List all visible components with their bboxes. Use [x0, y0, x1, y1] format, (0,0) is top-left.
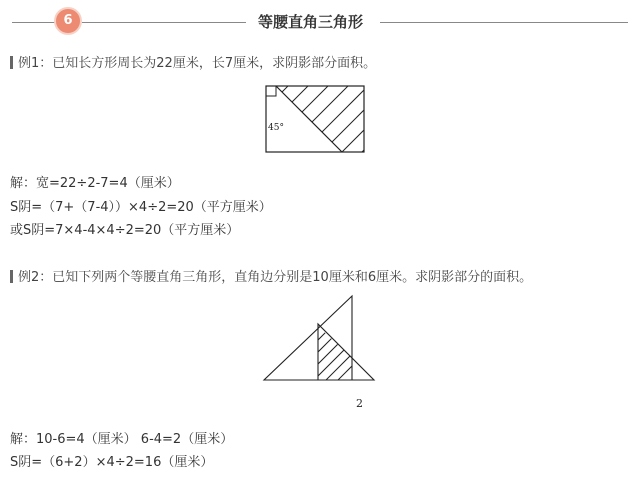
square-marker — [266, 86, 276, 96]
section-title: 等腰直角三角形 — [258, 13, 364, 31]
section-number-badge: 6 — [54, 7, 82, 35]
example1-question-text: 例1：已知长方形周长为22厘米，长7厘米，求阴影部分面积。 — [18, 56, 377, 71]
example2-question — [10, 266, 532, 285]
example1-question — [10, 52, 376, 71]
example2-solution-line-1: 解：10-6=4（厘米） 6-4=2（厘米） — [10, 432, 234, 447]
example1-figure — [262, 84, 372, 156]
header-rule-middle — [82, 22, 246, 23]
example1-solution-line-3: 或S阴=7×4-4×4÷2=20（平方厘米） — [10, 223, 240, 238]
quote-bar-icon — [10, 56, 13, 69]
angle-label: 45° — [268, 123, 284, 133]
header-rule-right — [380, 22, 628, 23]
example2-figure — [256, 294, 382, 412]
section-header — [0, 8, 640, 38]
example1-solution-line-1: 解：宽=22÷2-7=4（厘米） — [10, 176, 180, 191]
example2-solution-line-2: S阴=（6+2）×4÷2=16（厘米） — [10, 455, 214, 470]
example2-question-text: 例2：已知下列两个等腰直角三角形，直角边分别是10厘米和6厘米。求阴影部分的面积。 — [18, 270, 533, 285]
diagonal-line — [276, 86, 342, 152]
example1-solution-line-2: S阴=（7+（7-4））×4÷2=20（平方厘米） — [10, 200, 272, 215]
header-rule-left — [12, 22, 56, 23]
figure-label-2: 2 — [356, 397, 363, 410]
quote-bar-icon — [10, 270, 13, 283]
